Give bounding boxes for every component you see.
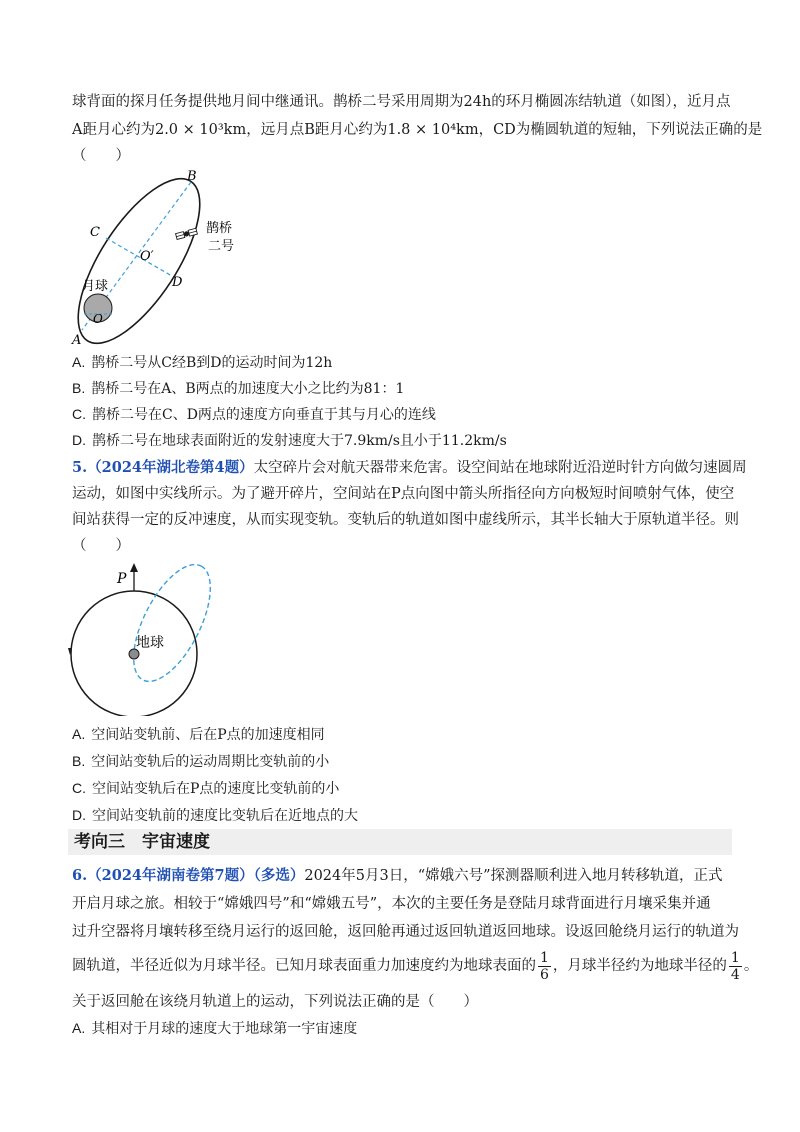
q6-number: 6. [72,867,88,884]
q6-stem-line5: 关于返回舱在该绕月轨道上的运动，下列说法正确的是（ ） [72,994,478,1010]
q4-label-O: O [93,312,103,326]
q4-label-C: C [90,225,100,240]
q5-stem-line1: 5.（2024年湖北卷第4题）太空碎片会对航天器带来危害。设空间站在地球附近沿逆时针方向做匀速圆周 [72,459,747,476]
q4-option-c: C. 鹊桥二号在C、D两点的速度方向垂直于其与月心的连线 [72,406,436,423]
q4-minor-axis [106,238,172,276]
q5-stem-line3: 间站获得一定的反冲速度，从而实现变轨。变轨后的轨道如图中虚线所示，其半长轴大于原轨道半径。则 [72,512,739,528]
q5-option-a: A. 空间站变轨前、后在P点的加速度相同 [72,726,325,743]
q4-stem-line1: 球背面的探月任务提供地月间中继通讯。鹊桥二号采用周期为24h的环月椭圆冻结轨道（如图），近月点 [72,94,731,110]
q6-source: （2024年湖南卷第7题）（多选） [87,867,305,884]
section-heading: 考向三 宇宙速度 [68,829,732,855]
q5-option-b: B. 空间站变轨后的运动周期比变轨前的小 [72,753,330,770]
q6-stem-line4: 圆轨道，半径近似为月球半径。已知月球表面重力加速度约为地球表面的 $\frac{1}{6}$ ，月球半径约为地球半径的 $\frac{1}{4}$ 。 [72,949,759,983]
q4-answer-paren: （ ） [72,148,130,164]
q4-label-O-prime: O′ [140,249,154,264]
q6-stem-line3: 过升空器将月壤转移至绕月运行的返回舱，返回舱再通过返回轨道返回地球。设返回舱绕月运行的轨道为 [72,924,739,940]
q4-orbit-figure [68,168,268,348]
q5-radial-arrowhead [130,563,138,572]
q5-answer-paren: （ ） [72,538,130,554]
satellite-icon [176,228,198,239]
q4-option-a: A. 鹊桥二号从C经B到D的运动时间为12h [72,354,333,371]
q6-stem-line2: 开启月球之旅。相较于“嫦娥四号”和“嫦娥五号”，本次的主要任务是登陆月球背面进行月壤采集并通 [72,896,711,912]
q4-label-moon: 月球 [82,279,109,294]
q4-label-B: B [187,169,197,184]
q6-option-a: A. 其相对于月球的速度大于地球第一宇宙速度 [72,1020,358,1037]
q5-label-P: P [117,571,127,587]
q6-stem-line1: 6.（2024年湖南卷第7题）（多选）2024年5月3日，“嫦娥六号”探测器顺利进入地月转移轨道，正式 [72,867,723,884]
q5-label-earth: 地球 [136,635,164,651]
q5-stem-line2: 运动，如图中实线所示。为了避开碎片，空间站在P点向图中箭头所指径向方向极短时间喷射气体，使空 [72,486,735,502]
q5-source: （2024年湖北卷第4题） [87,459,254,476]
q4-stem-line2: A距月心约为2.0 × 10³km，远月点B距月心约为1.8 × 10⁴km，CD为椭圆轨道的短轴，下列说法正确的是 [72,122,763,138]
q4-option-d: D. 鹊桥二号在地球表面附近的发射速度大于7.9km/s且小于11.2km/s [72,432,507,449]
q4-label-sat-2: 二号 [208,239,235,254]
fraction-one-quarter: $\frac{1}{4}$ [730,949,740,983]
q4-option-b: B. 鹊桥二号在A、B两点的加速度大小之比约为81：1 [72,380,405,397]
q5-orbit-figure [66,556,226,716]
fraction-one-sixth: $\frac{1}{6}$ [540,949,549,983]
q4-label-sat-1: 鹊桥 [206,221,233,236]
q5-number: 5. [72,459,88,476]
q4-label-D: D [172,275,183,290]
q5-option-c: C. 空间站变轨后在P点的速度比变轨前的小 [72,780,340,797]
q4-label-A: A [72,333,82,348]
q5-option-d: D. 空间站变轨前的速度比变轨后在近地点的大 [72,807,358,824]
